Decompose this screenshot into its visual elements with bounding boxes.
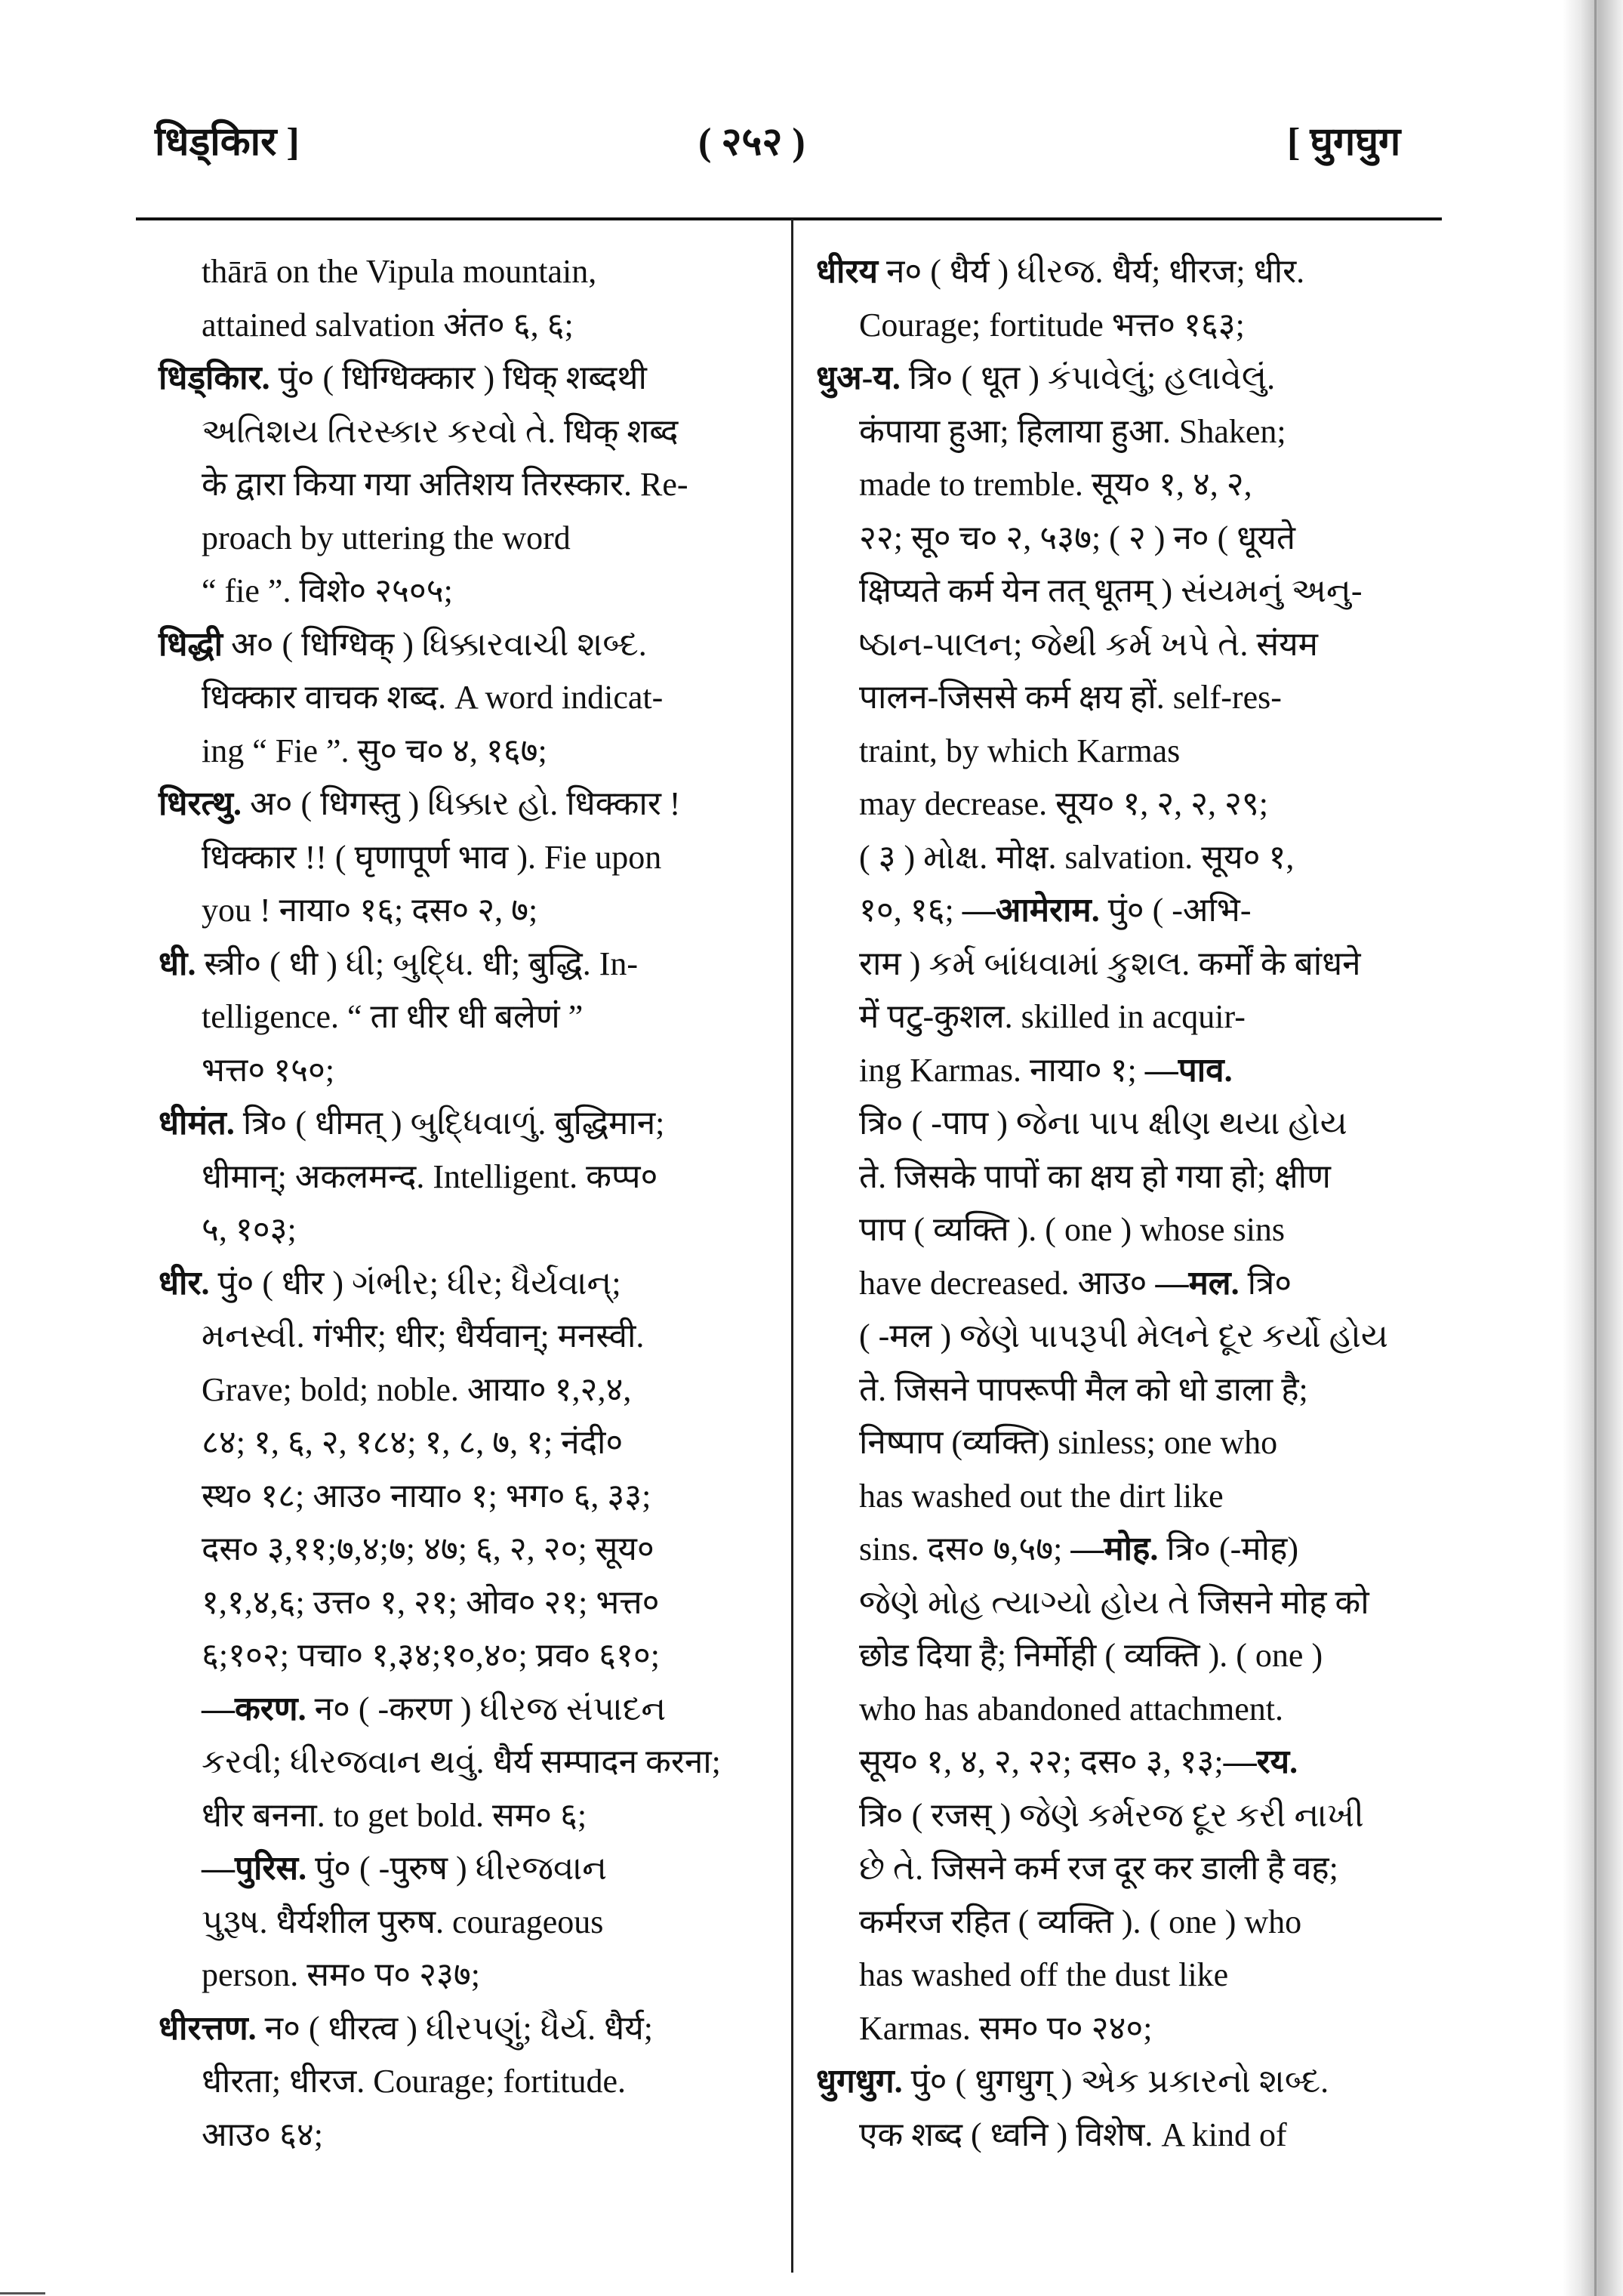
headword: धिद्धी: [159, 625, 223, 663]
text-segment: कर्मरज रहित ( व्यक्ति ). ( one ) who: [859, 1903, 1302, 1940]
running-head-right: [ घुगघुग: [1287, 121, 1401, 164]
text-segment: २२; सू० च० २, ५३७; ( २ ) न० ( धूयते: [859, 519, 1295, 556]
text-segment: has washed out the dirt like: [859, 1477, 1224, 1515]
text-segment: १०, १६;: [859, 892, 962, 929]
entry-headline: [816, 2055, 1437, 2109]
headword: —पुरिस.: [202, 1850, 307, 1887]
text-segment: Grave; bold; noble. आया० १,२,४,: [202, 1370, 632, 1408]
text-line: [816, 1789, 1437, 1843]
text-line: [159, 405, 766, 459]
text-line: [159, 1789, 766, 1843]
text-line: [816, 1896, 1437, 1949]
text-segment: दस० ३,११;७,४;७; ४७; ६, २, २०; सूय०: [202, 1530, 654, 1567]
text-segment: telligence. “ ता धीर धी बलेणं ”: [202, 998, 584, 1035]
text-line: [816, 1151, 1437, 1204]
text-segment: may decrease. सूय० १, २, २, २९;: [859, 785, 1268, 822]
text-line: [816, 618, 1437, 672]
text-line: [159, 1736, 766, 1789]
entry-headline: [816, 245, 1437, 299]
text-segment: पुं० ( धीर ) ગંભીર; ધીર; ધૈર્યવાન્;: [209, 1264, 621, 1302]
text-line: [816, 1949, 1437, 2002]
text-line: [159, 1949, 766, 2002]
text-segment: धीर बनना. to get bold. सम० ६;: [202, 1796, 587, 1834]
text-segment: पुं० ( धिग्धिक्कार ) धिक् शब्दथी: [269, 359, 647, 396]
scan-mark: [0, 2292, 45, 2294]
text-segment: अ० ( धिग्धिक् ) ધિક્કારવાચી શબ્દ.: [223, 625, 647, 663]
text-segment: निष्पाप (व्यक्ति) sinless; one who: [859, 1424, 1278, 1461]
text-segment: made to tremble. सूय० १, ४, २,: [859, 466, 1252, 503]
headword: —करण.: [202, 1690, 306, 1727]
text-segment: आउ० ६४;: [202, 2116, 323, 2153]
text-line: [816, 1576, 1437, 1630]
text-line: [159, 1470, 766, 1524]
scan-edge-shadow: [1563, 0, 1623, 2296]
text-line: [816, 725, 1437, 778]
text-line: [816, 405, 1437, 459]
text-segment: ५, १०३;: [202, 1211, 297, 1248]
text-segment: Karmas. सम० प० २४०;: [859, 2009, 1153, 2047]
text-segment: traint, by which Karmas: [859, 732, 1181, 769]
headword: धुअ-य.: [816, 359, 901, 396]
text-segment: क्षिप्यते कर्म येन तत् धूतम् ) સંયમનું અનુ-: [859, 572, 1363, 609]
text-segment: १,१,४,६; उत्त० १, २१; ओव० २१; भत्त०: [202, 1583, 660, 1621]
text-segment: પુરૂષ. धैर्यशील पुरुष. courageous: [202, 1903, 604, 1940]
text-line: [159, 458, 766, 512]
text-segment: भत्त० १५०;: [202, 1051, 335, 1089]
text-line: [816, 884, 1437, 938]
headword: —पाव.: [1144, 1051, 1233, 1089]
text-line: [159, 1416, 766, 1470]
text-line: [816, 1044, 1437, 1098]
text-segment: મનસ્વી. गंभीर; धीर; धैर्यवान्; मनस्वी.: [202, 1318, 645, 1354]
headword: धीर.: [159, 1264, 210, 1302]
text-line: [816, 565, 1437, 618]
text-segment: पाप ( व्यक्ति ). ( one ) whose sins: [859, 1211, 1286, 1248]
headword: धीमंत.: [159, 1105, 235, 1142]
text-segment: ते. जिसने पापरूपी मैल को धो डाला है;: [859, 1370, 1308, 1408]
text-line: [816, 1523, 1437, 1576]
text-segment: कंपाया हुआ; हिलाया हुआ. Shaken;: [859, 412, 1286, 450]
text-segment: અતિશય તિરસ્કાર કરવો તે. धिक् शब्द: [202, 412, 679, 450]
text-segment: you ! नाया० १६; दस० २, ७;: [202, 892, 538, 929]
entry-headline: [159, 938, 766, 991]
text-line: [159, 1683, 766, 1737]
text-segment: त्रि० ( रजस् ) જેણે કર્મરજ દૂર કરી નાખી: [859, 1796, 1364, 1834]
text-line: [816, 991, 1437, 1044]
text-segment: “ fie ”. विशे० २५०५;: [202, 572, 453, 609]
text-segment: attained salvation अंत० ६, ६;: [202, 306, 574, 344]
headword: धी.: [159, 945, 196, 982]
text-line: [816, 938, 1437, 991]
text-segment: ( ३ ) મોક્ષ. मोक्ष. salvation. सूय० १,: [859, 838, 1295, 876]
text-segment: अ० ( धिगस्तु ) ધિક્કાર હો. धिक्कार !: [242, 785, 681, 822]
running-head-left: धिड्किार ]: [155, 121, 300, 164]
text-line: [159, 245, 766, 299]
header-rule: [136, 217, 1442, 220]
headword: —रय.: [1223, 1743, 1298, 1780]
text-segment: स्त्री० ( धी ) ધી; બુદ્ધિ. धी; बुद्धि. In-: [196, 945, 639, 982]
page-number: ( २५२ ): [698, 121, 805, 164]
entry-headline: [159, 1097, 766, 1151]
text-segment: पुं० ( -अभि-: [1099, 892, 1252, 929]
entry-headline: [159, 2002, 766, 2056]
text-line: [159, 1151, 766, 1204]
text-line: [159, 1364, 766, 1417]
text-segment: ते. जिसके पापों का क्षय हो गया हो; क्षीण: [859, 1157, 1331, 1195]
headword: धुगधुग.: [816, 2063, 903, 2100]
text-segment: न० ( -करण ) ધીરજ સંપાદન: [306, 1690, 667, 1727]
text-segment: धिक्कार !! ( घृणापूर्ण भाव ). Fie upon: [202, 838, 662, 876]
text-segment: त्रि० (-मोह): [1158, 1530, 1298, 1567]
text-segment: Courage; fortitude भत्त० १६३;: [859, 306, 1245, 344]
text-line: [159, 1629, 766, 1683]
text-segment: has washed off the dust like: [859, 1956, 1229, 1993]
text-segment: स्थ० १८; आउ० नाया० १; भग० ६, ३३;: [202, 1477, 651, 1515]
headword: —मोह.: [1070, 1530, 1159, 1567]
text-line: [816, 1416, 1437, 1470]
text-line: [816, 1203, 1437, 1257]
text-segment: त्रि० ( -पाप ) જેના પાપ ક્ષીણ થયા હોય: [859, 1105, 1347, 1142]
text-line: [159, 512, 766, 566]
text-segment: ८४; १, ६, २, १८४; १, ८, ७, १; नंदी०: [202, 1424, 624, 1461]
text-line: [159, 831, 766, 885]
entry-headline: [159, 618, 766, 672]
text-line: [816, 299, 1437, 353]
text-line: [159, 2055, 766, 2109]
entry-headline: [159, 778, 766, 831]
text-line: [816, 2002, 1437, 2056]
text-line: [816, 1097, 1437, 1151]
text-segment: have decreased. आउ०: [859, 1264, 1156, 1302]
text-line: [159, 671, 766, 725]
text-segment: proach by uttering the word: [202, 519, 571, 556]
text-segment: न० ( धैर्य ) ધીરજ. धैर्य; धीरज; धीर.: [877, 253, 1305, 290]
text-line: [816, 1629, 1437, 1683]
scan-edge-line: [1594, 0, 1597, 2296]
text-segment: राम ) કર્મ બાંધવામાં કુશલ. कर्मों के बांधने: [859, 945, 1361, 982]
text-segment: thārā on the Vipula mountain,: [202, 253, 597, 290]
text-line: [159, 1310, 766, 1364]
text-segment: सूय० १, ४, २, २२; दस० ३, १३;: [859, 1743, 1224, 1780]
text-line: [159, 1523, 766, 1576]
text-segment: person. सम० प० २३७;: [202, 1956, 480, 1993]
right-column: [816, 245, 1437, 2162]
entry-headline: [159, 1257, 766, 1311]
text-line: [816, 512, 1437, 566]
entry-headline: [159, 352, 766, 405]
text-line: [816, 1470, 1437, 1524]
text-segment: ६;१०२; पचा० १,३४;१०,४०; प्रव० ६१०;: [202, 1637, 661, 1674]
text-line: [159, 725, 766, 778]
text-line: [816, 1310, 1437, 1364]
text-segment: न० ( धीरत्व ) ધીરપણું; ધૈર્ય. धैर्य;: [256, 2009, 653, 2047]
entry-headline: [816, 352, 1437, 405]
text-line: [159, 1896, 766, 1949]
headword: —आमेराम.: [962, 892, 1100, 929]
text-line: [816, 1257, 1437, 1311]
headword: धीरय: [816, 253, 878, 290]
text-segment: त्रि० ( धूत ) કંપાવેલું; હલાવેલું.: [900, 359, 1276, 396]
text-line: [159, 2109, 766, 2162]
text-line: [816, 1842, 1437, 1896]
text-segment: छोड दिया है; निर्मोही ( व्यक्ति ). ( one ): [859, 1637, 1323, 1674]
text-line: [159, 1842, 766, 1896]
text-segment: sins. दस० ७,५७;: [859, 1530, 1071, 1567]
text-segment: पालन-जिससे कर्म क्षय हों. self-res-: [859, 679, 1282, 716]
text-segment: છે તે. जिसने कर्म रज दूर कर डाली है वह;: [859, 1850, 1338, 1887]
column-divider: [791, 219, 793, 2273]
text-line: [159, 299, 766, 353]
headword: धीरत्तण.: [159, 2009, 257, 2047]
text-segment: who has abandoned attachment.: [859, 1690, 1284, 1727]
text-segment: ષ્ઠાન-પાલન; જેથી કર્મ ખપે તે. संयम: [859, 625, 1318, 663]
text-line: [816, 778, 1437, 831]
text-line: [159, 1044, 766, 1098]
text-line: [816, 1736, 1437, 1789]
headword: धिरत्थु.: [159, 785, 242, 822]
text-segment: में पटु-कुशल. skilled in acquir-: [859, 998, 1246, 1035]
text-segment: एक शब्द ( ध्वनि ) विशेष. A kind of: [859, 2116, 1287, 2153]
text-segment: જેણે મોહ ત્યાગ્યો હોય તે जिसने मोह को: [859, 1583, 1369, 1621]
text-segment: ( -मल ) જેણે પાપરૂપી મેલને દૂર કર્યો હોય: [859, 1318, 1388, 1354]
text-segment: धीमान्; अकलमन्द. Intelligent. कप्प०: [202, 1157, 658, 1195]
text-line: [816, 2109, 1437, 2162]
text-line: [159, 1576, 766, 1630]
text-segment: કરવી; ધીરજવાન થવું. धैर्य सम्पादन करना;: [202, 1743, 721, 1780]
text-segment: त्रि०: [1239, 1264, 1292, 1302]
text-segment: धीरता; धीरज. Courage; fortitude.: [202, 2063, 627, 2100]
text-segment: त्रि० ( धीमत् ) બુદ્ધિવાળું. बुद्धिमान;: [234, 1105, 665, 1142]
text-segment: धिक्कार वाचक शब्द. A word indicat-: [202, 679, 664, 716]
text-line: [159, 884, 766, 938]
left-column: [159, 245, 766, 2162]
text-line: [159, 991, 766, 1044]
text-segment: पुं० ( -पुरुष ) ધીરજવાન: [306, 1850, 608, 1887]
headword: —मल.: [1155, 1264, 1240, 1302]
headword: धिड्किार.: [159, 359, 270, 396]
text-line: [159, 565, 766, 618]
text-line: [816, 1683, 1437, 1737]
text-segment: के द्वारा किया गया अतिशय तिरस्कार. Re-: [202, 466, 688, 503]
text-line: [816, 831, 1437, 885]
text-segment: पुं० ( धुगधुग् ) એક પ્રકારનો શબ્દ.: [902, 2063, 1329, 2100]
text-line: [816, 458, 1437, 512]
text-segment: ing “ Fie ”. सु० च० ४, १६७;: [202, 732, 547, 769]
text-line: [816, 671, 1437, 725]
text-line: [816, 1364, 1437, 1417]
text-line: [159, 1203, 766, 1257]
text-segment: ing Karmas. नाया० १;: [859, 1051, 1145, 1089]
